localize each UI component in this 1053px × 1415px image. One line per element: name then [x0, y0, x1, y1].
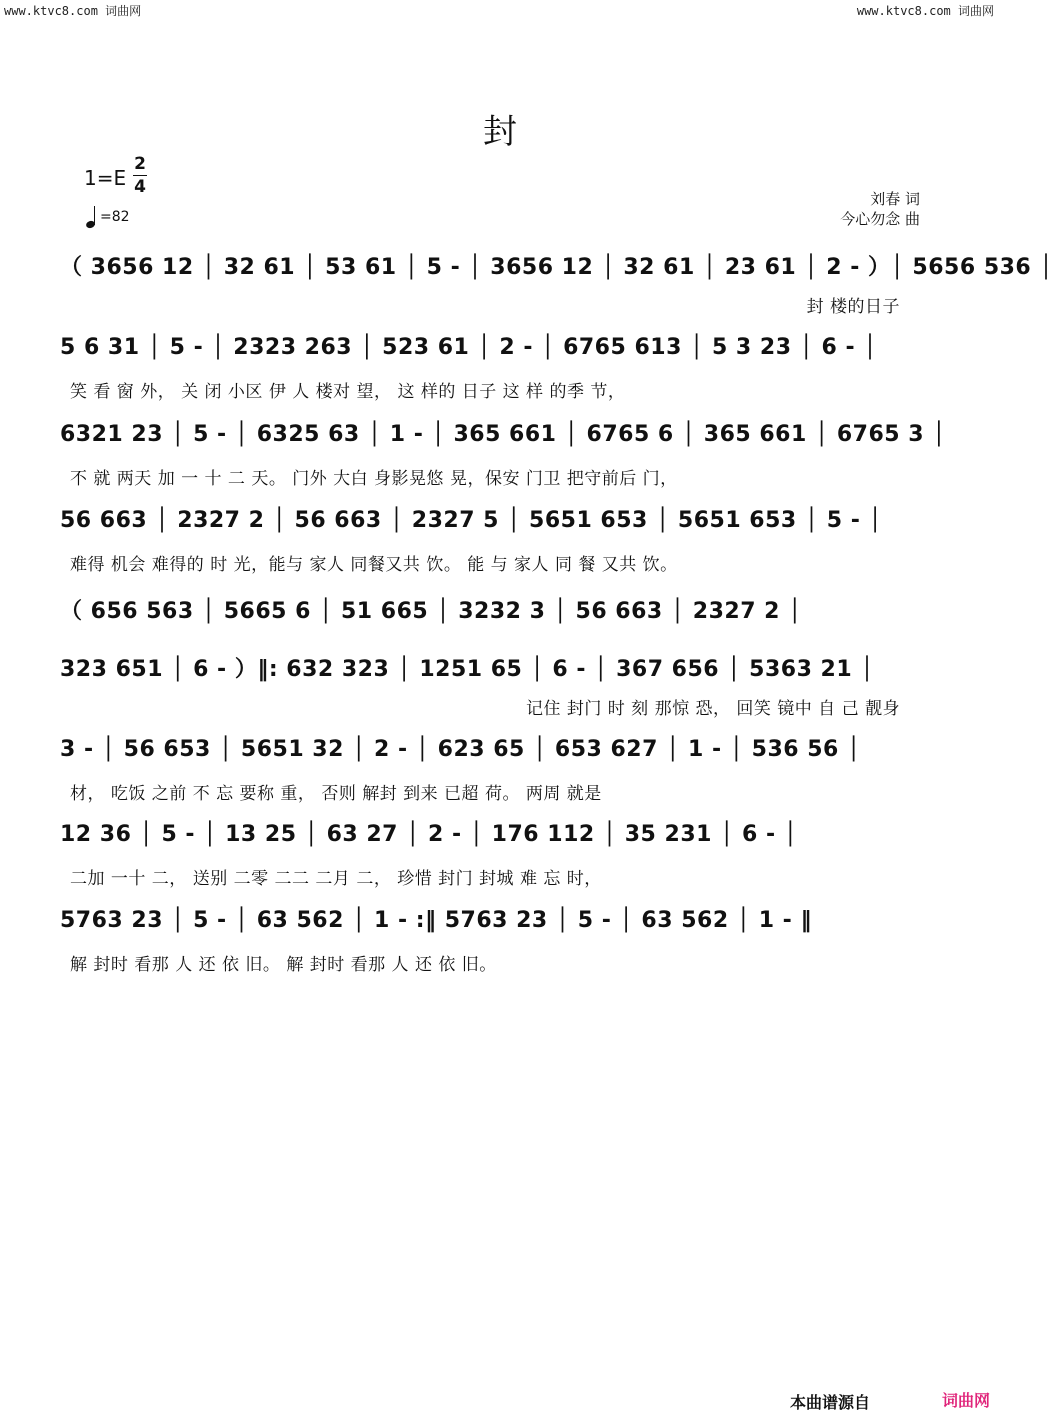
lyricist-credit: 刘春 词 [870, 190, 920, 208]
song-title: 封 [483, 112, 517, 152]
source-site-logo: 词曲网 [941, 1391, 990, 1410]
score-lyric-line: 二加 一十 二， 送别 二零 二二 二月 二， 珍惜 封门 封城 难 忘 时， [70, 869, 602, 889]
meter-bar [133, 175, 147, 176]
score-music-line: 5763 23 │ 5 - │ 63 562 │ 1 - :‖ 5763 23 │ 5 - │ 63 562 │ 1 - ‖ [60, 908, 812, 933]
quarter-note-icon [86, 206, 96, 228]
score-music-line: 12 36 │ 5 - │ 13 25 │ 63 27 │ 2 - │ 176 112 │ 35 231 │ 6 - │ [60, 822, 798, 847]
time-signature [133, 154, 147, 197]
score-lyric-line: 记住 封门 时 刻 那惊 恐， 回笑 镜中 自 己 靓身 [525, 699, 900, 719]
tempo-marking [86, 206, 130, 228]
site-header-left: www.ktvc8.com 词曲网 [4, 4, 142, 18]
key-signature: 1=E [84, 166, 127, 190]
score-music-line: 3 - │ 56 653 │ 5651 32 │ 2 - │ 623 65 │ 653 627 │ 1 - │ 536 56 │ [60, 737, 861, 762]
score-music-line: （ 3656 12 │ 32 61 │ 53 61 │ 5 - │ 3656 12 │ 32 61 │ 23 61 │ 2 - ）│ 5656 536 │ [60, 255, 1053, 280]
score-music-line: 6321 23 │ 5 - │ 6325 63 │ 1 - │ 365 661 │ 6765 6 │ 365 661 │ 6765 3 │ [60, 422, 946, 447]
score-lyric-line: 封 楼的日子 [806, 297, 900, 317]
score-lyric-line: 解 封时 看那 人 还 依 旧。 解 封时 看那 人 还 依 旧。 [70, 955, 497, 975]
score-music-line: 5 6 31 │ 5 - │ 2323 263 │ 523 61 │ 2 - │ 6765 613 │ 5 3 23 │ 6 - │ [60, 335, 878, 360]
source-label: 本曲谱源自 [790, 1393, 871, 1412]
tempo-value: =82 [100, 209, 130, 225]
meter-bottom: 4 [134, 177, 146, 197]
score-lyric-line: 笑 看 窗 外， 关 闭 小区 伊 人 楼对 望， 这 样的 日子 这 样 的季 节， [70, 382, 626, 402]
site-header-right: www.ktvc8.com 词曲网 [856, 4, 994, 18]
score-lyric-line: 难得 机会 难得的 时 光，能与 家人 同餐又共 饮。 能 与 家人 同 餐 又共 饮。 [70, 555, 678, 575]
composer-credit: 今心勿念 曲 [840, 210, 920, 228]
score-music-line: 56 663 │ 2327 2 │ 56 663 │ 2327 5 │ 5651 653 │ 5651 653 │ 5 - │ [60, 508, 883, 533]
meter-top: 2 [134, 154, 146, 174]
score-music-line: （ 656 563 │ 5665 6 │ 51 665 │ 3232 3 │ 56 663 │ 2327 2 │ [60, 599, 802, 624]
score-music-line: 323 651 │ 6 - ）‖: 632 323 │ 1251 65 │ 6 - │ 367 656 │ 5363 21 │ [60, 657, 875, 682]
score-lyric-line: 不 就 两天 加 一 十 二 天。 门外 大白 身影晃悠 晃，保安 门卫 把守前后 门， [70, 469, 678, 489]
score-lyric-line: 材， 吃饭 之前 不 忘 要称 重， 否则 解封 到来 已超 荷。 两周 就是 [70, 784, 602, 804]
